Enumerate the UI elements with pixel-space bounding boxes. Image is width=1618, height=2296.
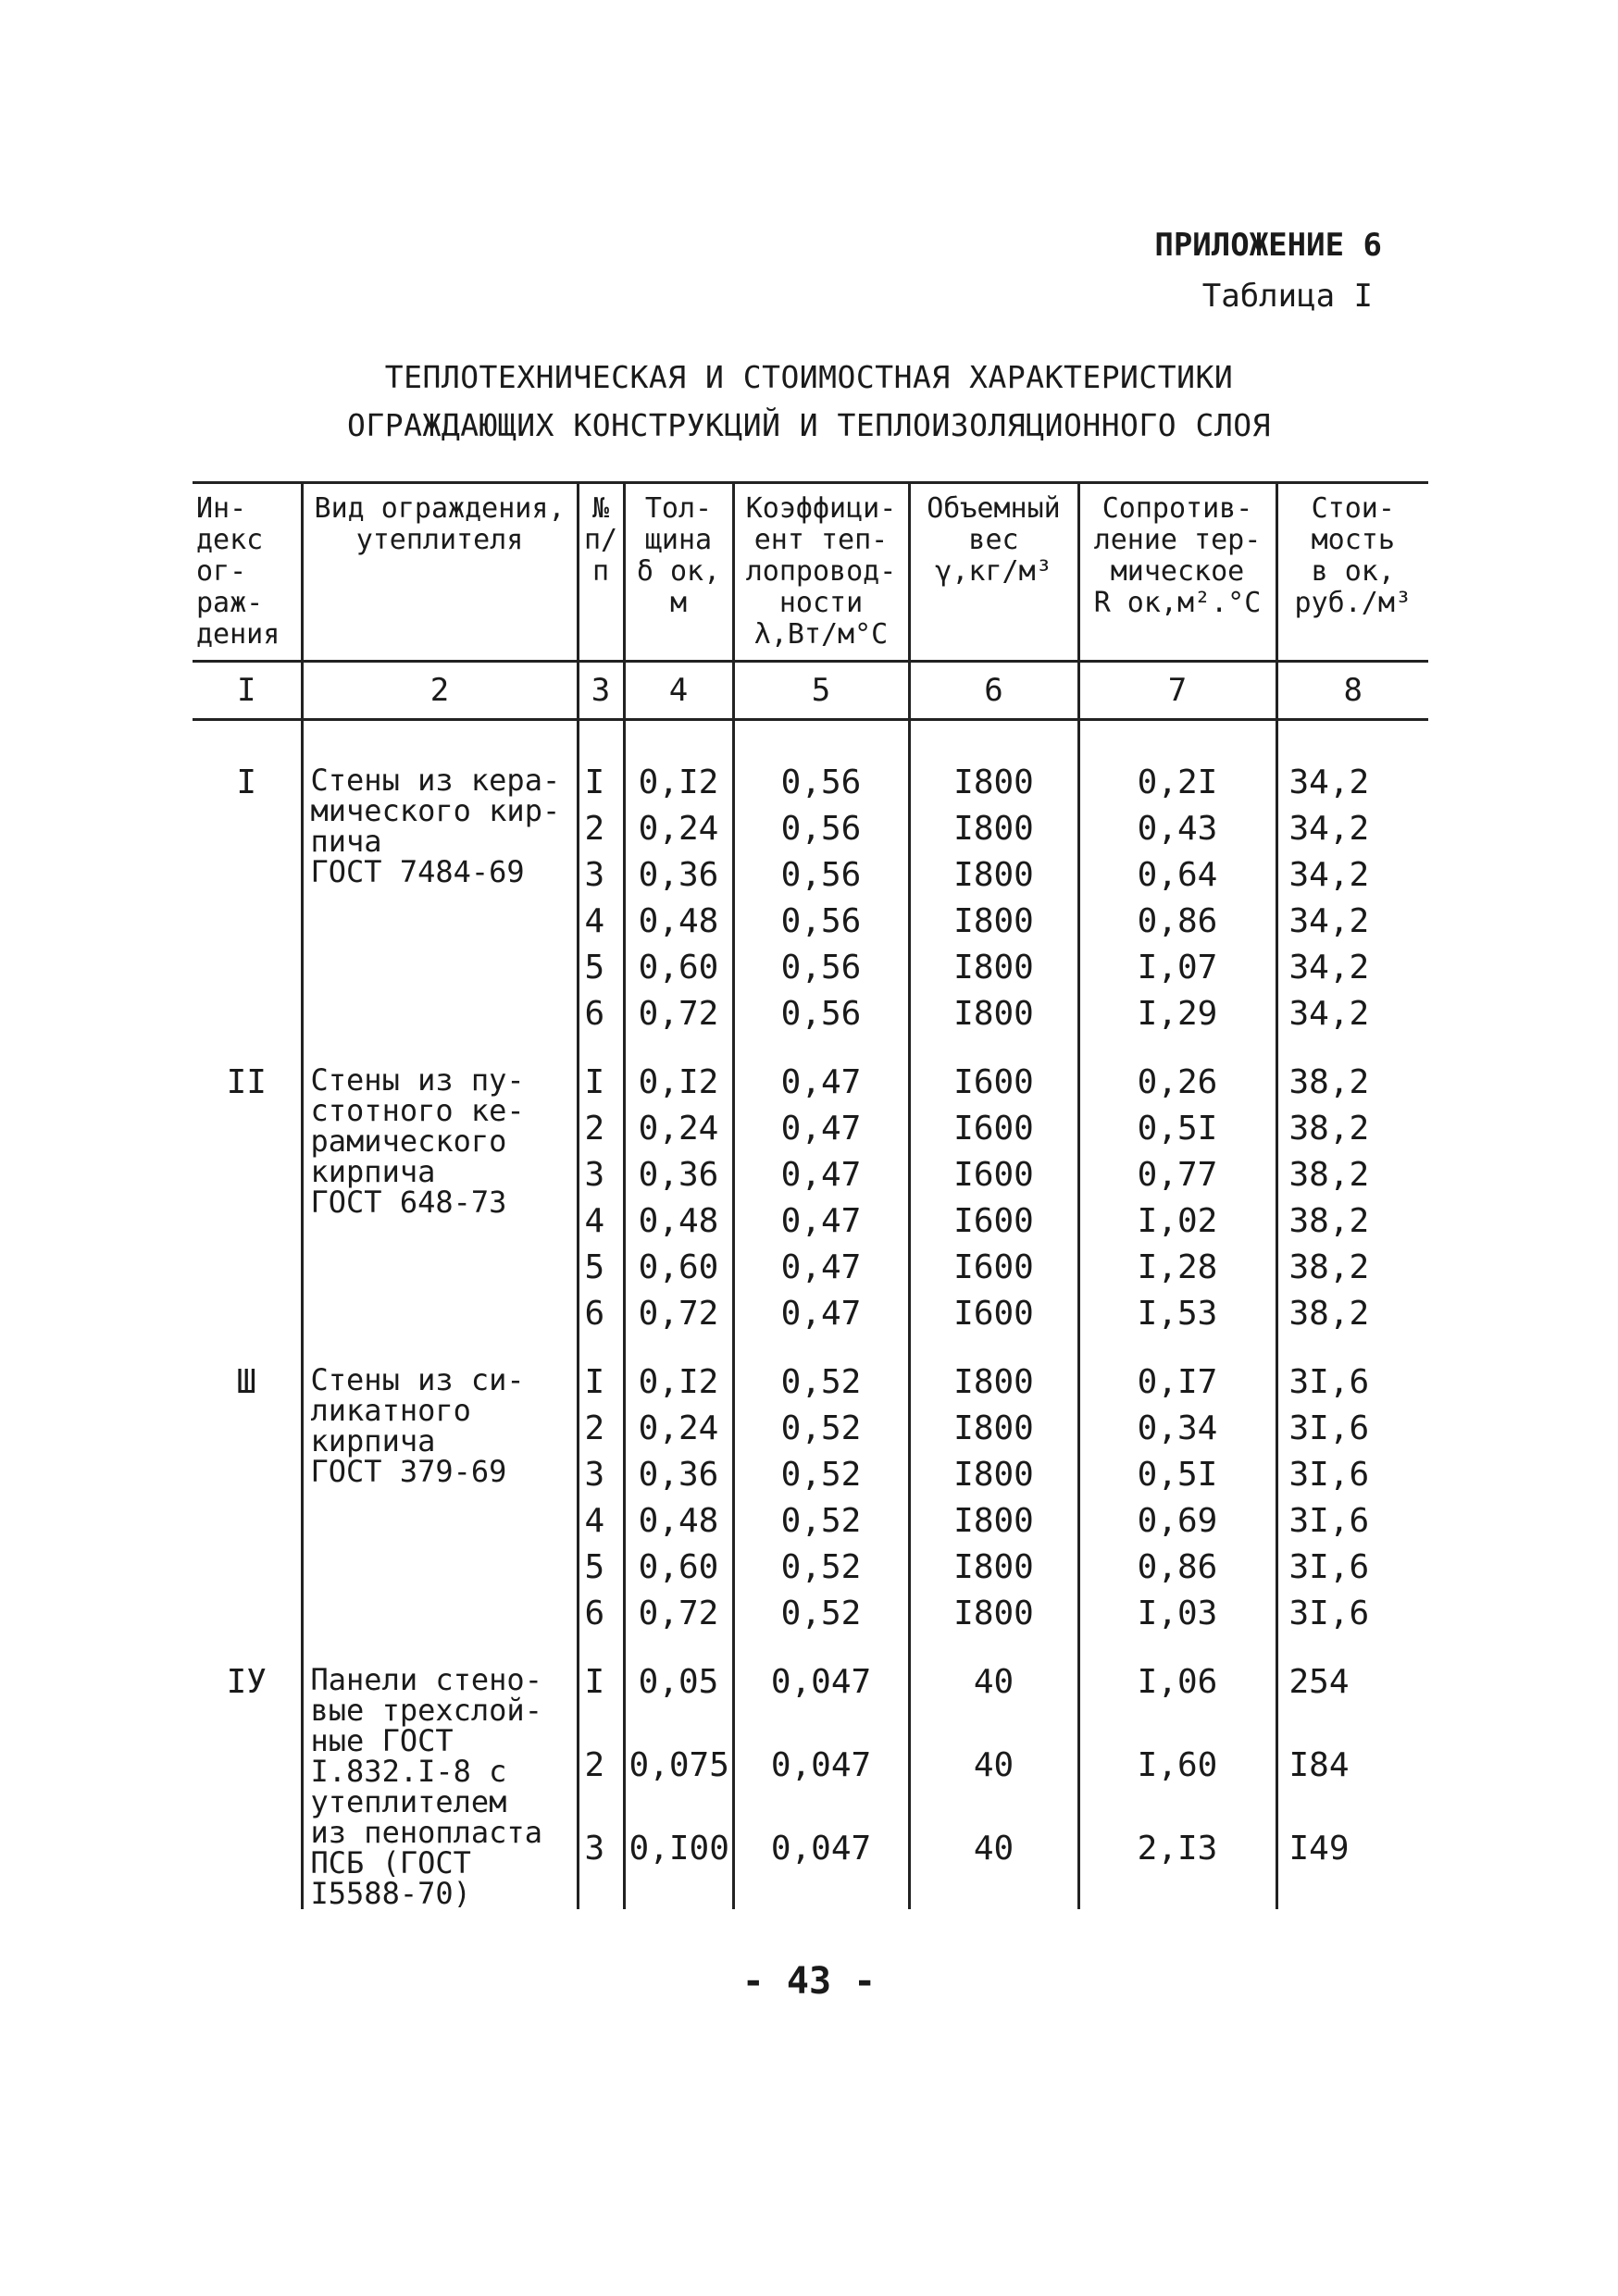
thickness-cell: 0,24 — [624, 1106, 733, 1152]
col-header-conductivity: Коэффици- ент теп- лопровод- ности λ,Вт/м°С — [733, 483, 909, 662]
row-number: 5 — [578, 945, 624, 991]
density-cell: 40 — [909, 1743, 1078, 1826]
density-cell: I800 — [909, 760, 1078, 806]
thickness-cell: 0,36 — [624, 1152, 733, 1198]
row-number: I — [578, 1359, 624, 1406]
thickness-cell: 0,075 — [624, 1743, 733, 1826]
resistance-cell: I,53 — [1078, 1291, 1276, 1337]
row-number: 5 — [578, 1245, 624, 1291]
cost-cell: 34,2 — [1276, 991, 1428, 1037]
conductivity-cell: 0,47 — [733, 1152, 909, 1198]
col-number: 5 — [733, 662, 909, 720]
col-number: 7 — [1078, 662, 1276, 720]
row-number: 5 — [578, 1545, 624, 1591]
density-cell: 40 — [909, 1659, 1078, 1743]
resistance-cell: 0,86 — [1078, 899, 1276, 945]
cost-cell: 254 — [1276, 1659, 1428, 1743]
group-spacer — [193, 1637, 1428, 1659]
conductivity-cell: 0,52 — [733, 1406, 909, 1452]
document-title — [0, 354, 1618, 450]
thickness-cell: 0,I2 — [624, 760, 733, 806]
thickness-cell: 0,36 — [624, 1452, 733, 1498]
resistance-cell: I,03 — [1078, 1591, 1276, 1637]
conductivity-cell: 0,52 — [733, 1359, 909, 1406]
conductivity-cell: 0,47 — [733, 1245, 909, 1291]
enclosure-index: I — [236, 763, 257, 801]
col-number: 4 — [624, 662, 733, 720]
col-number: I — [193, 662, 302, 720]
density-cell: 40 — [909, 1826, 1078, 1909]
col-header-index: Ин- декс ог- раж- дения — [193, 483, 302, 662]
row-number: I — [578, 760, 624, 806]
density-cell: I600 — [909, 1198, 1078, 1245]
cost-cell: 34,2 — [1276, 852, 1428, 899]
row-number: I — [578, 1060, 624, 1106]
resistance-cell: 0,2I — [1078, 760, 1276, 806]
cost-cell: 3I,6 — [1276, 1591, 1428, 1637]
thickness-cell: 0,72 — [624, 1291, 733, 1337]
resistance-cell: 0,64 — [1078, 852, 1276, 899]
cost-cell: 3I,6 — [1276, 1545, 1428, 1591]
conductivity-cell: 0,56 — [733, 760, 909, 806]
page-number: - 43 - — [741, 1960, 877, 2003]
conductivity-cell: 0,52 — [733, 1498, 909, 1545]
row-number: 4 — [578, 1498, 624, 1545]
density-cell: I800 — [909, 1498, 1078, 1545]
conductivity-cell: 0,56 — [733, 945, 909, 991]
conductivity-cell: 0,47 — [733, 1106, 909, 1152]
thickness-cell: 0,36 — [624, 852, 733, 899]
resistance-cell: 0,I7 — [1078, 1359, 1276, 1406]
conductivity-cell: 0,47 — [733, 1198, 909, 1245]
density-cell: I600 — [909, 1291, 1078, 1337]
enclosure-description: Стены из си- ликатного кирпича ГОСТ 379-69 — [302, 1359, 578, 1637]
row-number: 6 — [578, 1591, 624, 1637]
resistance-cell: 0,34 — [1078, 1406, 1276, 1452]
col-number: 8 — [1276, 662, 1428, 720]
conductivity-cell: 0,52 — [733, 1591, 909, 1637]
row-number: 6 — [578, 991, 624, 1037]
resistance-cell: 0,5I — [1078, 1106, 1276, 1152]
col-header-density: Объемный вес γ,кг/м³ — [909, 483, 1078, 662]
resistance-cell: 0,77 — [1078, 1152, 1276, 1198]
resistance-cell: 0,5I — [1078, 1452, 1276, 1498]
conductivity-cell: 0,047 — [733, 1743, 909, 1826]
density-cell: I800 — [909, 806, 1078, 852]
cost-cell: 34,2 — [1276, 899, 1428, 945]
cost-cell: 38,2 — [1276, 1198, 1428, 1245]
resistance-cell: I,06 — [1078, 1659, 1276, 1743]
row-number: 3 — [578, 852, 624, 899]
col-header-resistance: Сопротив- ление тер- мическое R ок,м².°С — [1078, 483, 1276, 662]
density-cell: I600 — [909, 1106, 1078, 1152]
cost-cell: 34,2 — [1276, 760, 1428, 806]
thickness-cell: 0,24 — [624, 1406, 733, 1452]
conductivity-cell: 0,52 — [733, 1545, 909, 1591]
resistance-cell: 0,86 — [1078, 1545, 1276, 1591]
group-spacer — [193, 1037, 1428, 1060]
resistance-cell: I,07 — [1078, 945, 1276, 991]
column-number-row — [193, 662, 1428, 720]
thickness-cell: 0,72 — [624, 1591, 733, 1637]
cost-cell: I49 — [1276, 1826, 1428, 1909]
thickness-cell: 0,60 — [624, 1545, 733, 1591]
row-number: 2 — [578, 1406, 624, 1452]
thickness-cell: 0,72 — [624, 991, 733, 1037]
row-number: 2 — [578, 1743, 624, 1826]
row-number: 6 — [578, 1291, 624, 1337]
enclosure-description: Панели стено- вые трехслой- ные ГОСТ I.832.I-8 с утеплителем из пенопласта ПСБ (ГОСТ I5588-70) — [302, 1659, 578, 1909]
row-number: 3 — [578, 1452, 624, 1498]
resistance-cell: I,60 — [1078, 1743, 1276, 1826]
cost-cell: 3I,6 — [1276, 1498, 1428, 1545]
cost-cell: 38,2 — [1276, 1152, 1428, 1198]
thickness-cell: 0,I00 — [624, 1826, 733, 1909]
conductivity-cell: 0,56 — [733, 991, 909, 1037]
conductivity-cell: 0,047 — [733, 1826, 909, 1909]
conductivity-cell: 0,047 — [733, 1659, 909, 1743]
table-spacer — [193, 720, 1428, 761]
thickness-cell: 0,24 — [624, 806, 733, 852]
cost-cell: 38,2 — [1276, 1106, 1428, 1152]
density-cell: I600 — [909, 1060, 1078, 1106]
thickness-cell: 0,48 — [624, 1198, 733, 1245]
column-header-row — [193, 483, 1428, 662]
thickness-cell: 0,I2 — [624, 1060, 733, 1106]
col-header-cost: Стои- мость в ок, руб./м³ — [1276, 483, 1428, 662]
enclosure-description: Стены из кера- мического кир- пича ГОСТ 7484-69 — [302, 760, 578, 1037]
enclosure-index: Ш — [236, 1363, 257, 1401]
thickness-cell: 0,60 — [624, 945, 733, 991]
enclosure-description: Стены из пу- стотного ке- рамического кирпича ГОСТ 648-73 — [302, 1060, 578, 1337]
density-cell: I800 — [909, 1406, 1078, 1452]
conductivity-cell: 0,47 — [733, 1060, 909, 1106]
cost-cell: 34,2 — [1276, 806, 1428, 852]
table-row — [193, 760, 1428, 806]
row-number: I — [578, 1659, 624, 1743]
resistance-cell: I,29 — [1078, 991, 1276, 1037]
row-number: 4 — [578, 899, 624, 945]
col-number: 3 — [578, 662, 624, 720]
density-cell: I800 — [909, 1545, 1078, 1591]
row-number: 3 — [578, 1826, 624, 1909]
thickness-cell: 0,60 — [624, 1245, 733, 1291]
title-line-2: ОГРАЖДАЮЩИХ КОНСТРУКЦИЙ И ТЕПЛОИЗОЛЯЦИОННОГО СЛОЯ — [346, 407, 1272, 443]
density-cell: I800 — [909, 852, 1078, 899]
col-number: 6 — [909, 662, 1078, 720]
density-cell: I600 — [909, 1152, 1078, 1198]
cost-cell: 3I,6 — [1276, 1359, 1428, 1406]
row-number: 2 — [578, 1106, 624, 1152]
enclosure-index: IУ — [226, 1663, 267, 1701]
density-cell: I800 — [909, 1359, 1078, 1406]
resistance-cell: I,02 — [1078, 1198, 1276, 1245]
conductivity-cell: 0,56 — [733, 806, 909, 852]
cost-cell: 38,2 — [1276, 1245, 1428, 1291]
col-number: 2 — [302, 662, 578, 720]
group-spacer — [193, 1337, 1428, 1359]
conductivity-cell: 0,56 — [733, 852, 909, 899]
cost-cell: 3I,6 — [1276, 1406, 1428, 1452]
enclosure-index: II — [226, 1063, 267, 1101]
conductivity-cell: 0,56 — [733, 899, 909, 945]
characteristics-table — [193, 481, 1428, 1909]
resistance-cell: 0,26 — [1078, 1060, 1276, 1106]
row-number: 3 — [578, 1152, 624, 1198]
density-cell: I800 — [909, 945, 1078, 991]
resistance-cell: 2,I3 — [1078, 1826, 1276, 1909]
appendix-label: ПРИЛОЖЕНИЕ 6 — [1154, 227, 1382, 264]
resistance-cell: I,28 — [1078, 1245, 1276, 1291]
table-row — [193, 1659, 1428, 1743]
density-cell: I800 — [909, 1591, 1078, 1637]
conductivity-cell: 0,47 — [733, 1291, 909, 1337]
density-cell: I600 — [909, 1245, 1078, 1291]
density-cell: I800 — [909, 899, 1078, 945]
conductivity-cell: 0,52 — [733, 1452, 909, 1498]
cost-cell: 38,2 — [1276, 1060, 1428, 1106]
cost-cell: 3I,6 — [1276, 1452, 1428, 1498]
thickness-cell: 0,05 — [624, 1659, 733, 1743]
thickness-cell: 0,48 — [624, 1498, 733, 1545]
thickness-cell: 0,48 — [624, 899, 733, 945]
col-header-type: Вид ограждения, утеплителя — [302, 483, 578, 662]
cost-cell: 38,2 — [1276, 1291, 1428, 1337]
title-line-1: ТЕПЛОТЕХНИЧЕСКАЯ И СТОИМОСТНАЯ ХАРАКТЕРИСТИКИ — [384, 359, 1234, 395]
col-header-number: № п/п — [578, 483, 624, 662]
table-row — [193, 1359, 1428, 1406]
resistance-cell: 0,43 — [1078, 806, 1276, 852]
table-row — [193, 1060, 1428, 1106]
density-cell: I800 — [909, 991, 1078, 1037]
density-cell: I800 — [909, 1452, 1078, 1498]
row-number: 2 — [578, 806, 624, 852]
table-label: Таблица I — [1201, 278, 1373, 315]
col-header-thickness: Тол- щина δ ок, м — [624, 483, 733, 662]
row-number: 4 — [578, 1198, 624, 1245]
cost-cell: 34,2 — [1276, 945, 1428, 991]
resistance-cell: 0,69 — [1078, 1498, 1276, 1545]
cost-cell: I84 — [1276, 1743, 1428, 1826]
thickness-cell: 0,I2 — [624, 1359, 733, 1406]
